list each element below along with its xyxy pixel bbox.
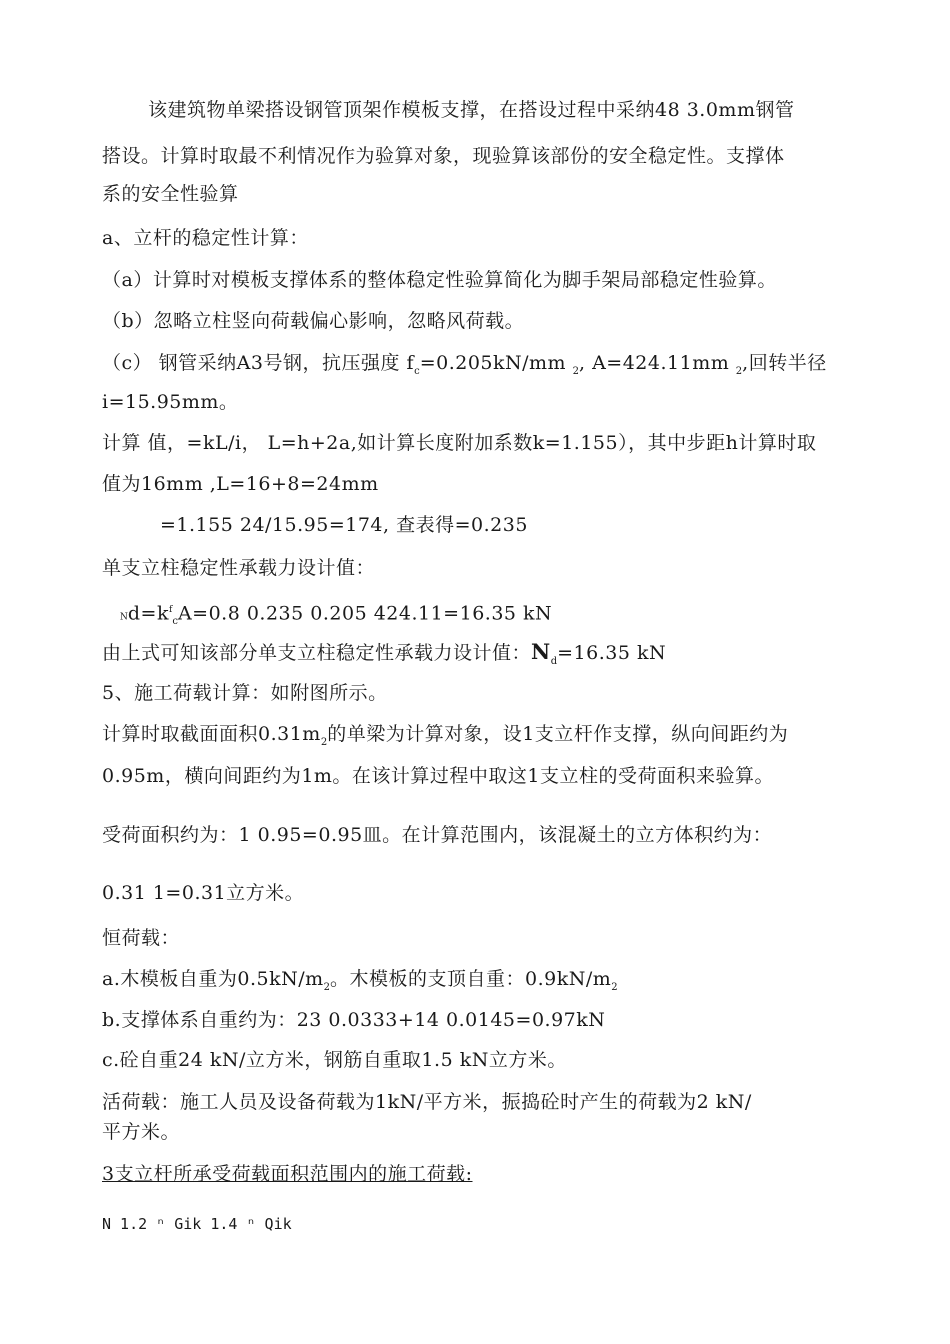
- formula-line: =1.155 24/15.95=174, 查表得=0.235: [160, 514, 528, 536]
- paragraph-line: 0.31 1=0.31立方米。: [102, 882, 305, 904]
- paragraph-line: 系的安全性验算: [102, 183, 239, 205]
- paragraph-line: 计算时取截面面积$0.31m_2$的单梁为计算对象，设1支立杆作支撑，纵向间距约为: [102, 723, 789, 748]
- list-item: （a）计算时对模板支撑体系的整体稳定性验算简化为脚手架局部稳定性验算。: [102, 269, 777, 291]
- paragraph-line: 受荷面积约为：1 0.95=0.95皿。在计算范围内，该混凝土的立方体积约为：: [102, 824, 773, 846]
- formula-line: N 1.2 ⁿ Gik 1.4 ⁿ Qik: [102, 1215, 292, 1233]
- list-item: b.支撑体系自重约为：23 0.0333+14 0.0145=0.97kN: [102, 1009, 606, 1031]
- paragraph-line: 由上式可知该部分单支立柱稳定性承载力设计值：$N_d=16.35$ kN: [102, 639, 667, 667]
- paragraph-line: 平方米。: [102, 1121, 181, 1143]
- section-heading: 5、施工荷载计算：如附图所示。: [102, 682, 388, 704]
- paragraph-line: 计算 值，=kL/i， L=h+2a,如计算长度附加系数k=1.155），其中步距h计算时取: [102, 432, 817, 454]
- list-item: c.砼自重24 kN/立方米，钢筋自重取1.5 kN立方米。: [102, 1049, 567, 1071]
- paragraph-line: 该建筑物单梁搭设钢管顶架作模板支撑，在搭设过程中采纳48 3.0mm钢管: [148, 99, 795, 121]
- paragraph-line: 0.95m，横向间距约为1m。在该计算过程中取这1支立柱的受荷面积来验算。: [102, 765, 775, 787]
- paragraph-line: 搭设。计算时取最不利情况作为验算对象，现验算该部份的安全稳定性。支撑体: [102, 145, 785, 167]
- list-item: （b）忽略立柱竖向荷载偏心影响，忽略风荷载。: [102, 310, 525, 332]
- list-item: a.木模板自重为$0.5kN/m_2$。木模板的支顶自重：$0.9kN/m_2$: [102, 968, 618, 993]
- paragraph-line: 单支立柱稳定性承载力设计值：: [102, 557, 376, 579]
- section-heading: 恒荷载：: [102, 927, 181, 949]
- underlined-heading: 3支立杆所承受荷载面积范围内的施工荷载:: [102, 1163, 473, 1185]
- list-item: （c） 钢管采纳A3号钢，抗压强度 $f_c=0.205kN/mm$ $_2$, A=424.11mm $_2$,回转半径: [102, 352, 827, 377]
- paragraph-line: 值为16mm ,L=16+8=24mm: [102, 473, 379, 495]
- paragraph-line: 活荷载：施工人员及设备荷载为1kN/平方米，振捣砼时产生的荷载为2 kN/: [102, 1091, 752, 1113]
- section-heading: a、立杆的稳定性计算：: [102, 227, 309, 249]
- paragraph-line: i=15.95mm。: [102, 391, 239, 413]
- formula-line: $Nd=k^f_cA=0.8$ 0.235 0.205 424.11=16.35 kN: [120, 602, 553, 628]
